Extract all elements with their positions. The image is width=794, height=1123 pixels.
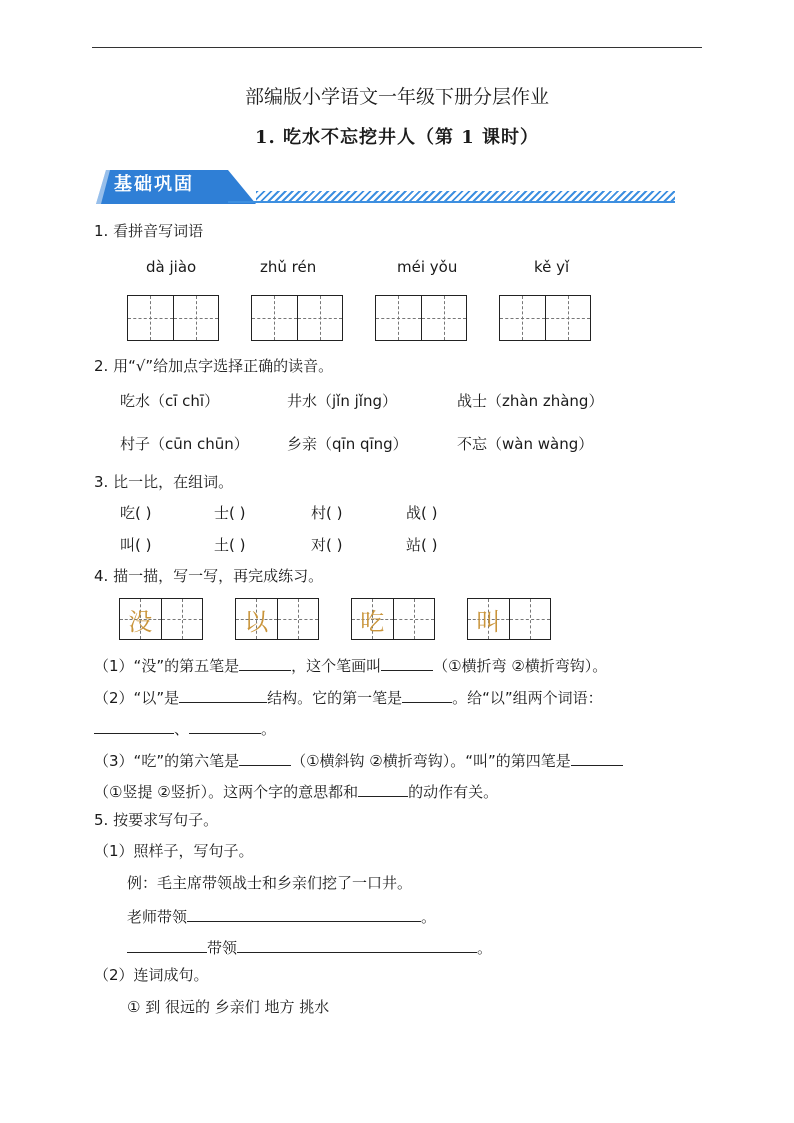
q5-sub1: （1）照样子，写句子。 [94, 842, 254, 860]
q5-line-2: 带领 。 [127, 938, 492, 956]
pinyin-2: zhǔ rén [260, 258, 317, 276]
banner-stripe [256, 191, 675, 201]
q3-r1-2[interactable]: 士( ) [214, 504, 246, 522]
q3-r1-3[interactable]: 村( ) [311, 504, 343, 522]
q2-item-4[interactable]: 村子（cūn chūn） [120, 435, 249, 453]
q4-line-4: （3）“吃”的第六笔是 （①横斜钩 ②横折弯钩）。“叫”的第四笔是 [94, 751, 623, 769]
q2-item-3[interactable]: 战士（zhàn zhàng） [457, 392, 604, 410]
pinyin-3: méi yǒu [397, 258, 458, 276]
q3-r2-2[interactable]: 土( ) [214, 536, 246, 554]
answer-blank[interactable] [358, 782, 408, 797]
trace-grid-1[interactable] [119, 598, 203, 640]
answer-blank[interactable] [237, 938, 477, 953]
trace-char: 以 [244, 607, 269, 636]
q3-r2-1[interactable]: 叫( ) [120, 536, 152, 554]
q3-r1-1[interactable]: 吃( ) [120, 504, 152, 522]
answer-blank[interactable] [187, 907, 421, 922]
trace-char: 吃 [360, 607, 385, 636]
trace-grid-2[interactable] [235, 598, 319, 640]
answer-blank[interactable] [239, 751, 291, 766]
answer-blank[interactable] [179, 688, 267, 703]
q4-line-5: （①竖提 ②竖折）。这两个字的意思都和 的动作有关。 [94, 783, 499, 801]
writing-grid-4[interactable] [499, 295, 591, 341]
writing-grid-1[interactable] [127, 295, 219, 341]
answer-blank[interactable] [94, 719, 174, 734]
q2-item-5[interactable]: 乡亲（qīn qīng） [287, 435, 408, 453]
q3-r1-4[interactable]: 战( ) [406, 504, 438, 522]
worksheet-title: 部编版小学语文一年级下册分层作业 [244, 86, 549, 108]
q2-item-1[interactable]: 吃水（cī chī） [120, 392, 220, 410]
q2-item-2[interactable]: 井水（jǐn jǐng） [287, 392, 397, 410]
q3-r2-3[interactable]: 对( ) [311, 536, 343, 554]
answer-blank[interactable] [381, 656, 433, 671]
writing-grid-2[interactable] [251, 295, 343, 341]
pinyin-4: kě yǐ [534, 258, 570, 276]
top-rule [92, 47, 702, 48]
q5-example: 例：毛主席带领战士和乡亲们挖了一口井。 [127, 874, 413, 892]
q4-line-3: 、 。 [94, 719, 276, 737]
q2-item-6[interactable]: 不忘（wàn wàng） [457, 435, 594, 453]
q2-title: 2. 用“√”给加点字选择正确的读音。 [94, 357, 334, 375]
writing-grid-3[interactable] [375, 295, 467, 341]
q5-line-1: 老师带领 。 [127, 908, 437, 926]
answer-blank[interactable] [127, 938, 207, 953]
pinyin-1: dà jiào [146, 258, 197, 276]
q4-title: 4. 描一描，写一写，再完成练习。 [94, 567, 324, 585]
section-banner-label: 基础巩固 [114, 174, 194, 195]
lesson-title: 1. 吃水不忘挖井人（第 1 课时） [254, 127, 540, 148]
q4-line-1: （1）“没”的第五笔是 ，这个笔画叫 （①横折弯 ②横折弯钩）。 [94, 657, 608, 675]
answer-blank[interactable] [239, 656, 291, 671]
trace-char: 没 [128, 607, 153, 636]
q3-r2-4[interactable]: 站( ) [406, 536, 438, 554]
q1-title: 1. 看拼音写词语 [94, 222, 204, 240]
answer-blank[interactable] [571, 751, 623, 766]
trace-grid-4[interactable] [467, 598, 551, 640]
answer-blank[interactable] [189, 719, 261, 734]
trace-char: 叫 [476, 607, 501, 636]
q5-words: ① 到 很远的 乡亲们 地方 挑水 [127, 998, 330, 1016]
banner-underline [228, 201, 675, 203]
q4-line-2: （2）“以”是 结构。它的第一笔是 。给“以”组两个词语： [94, 689, 603, 707]
q3-title: 3. 比一比，在组词。 [94, 473, 234, 491]
q5-sub2: （2）连词成句。 [94, 966, 209, 984]
answer-blank[interactable] [402, 688, 452, 703]
q5-title: 5. 按要求写句子。 [94, 811, 219, 829]
trace-grid-3[interactable] [351, 598, 435, 640]
